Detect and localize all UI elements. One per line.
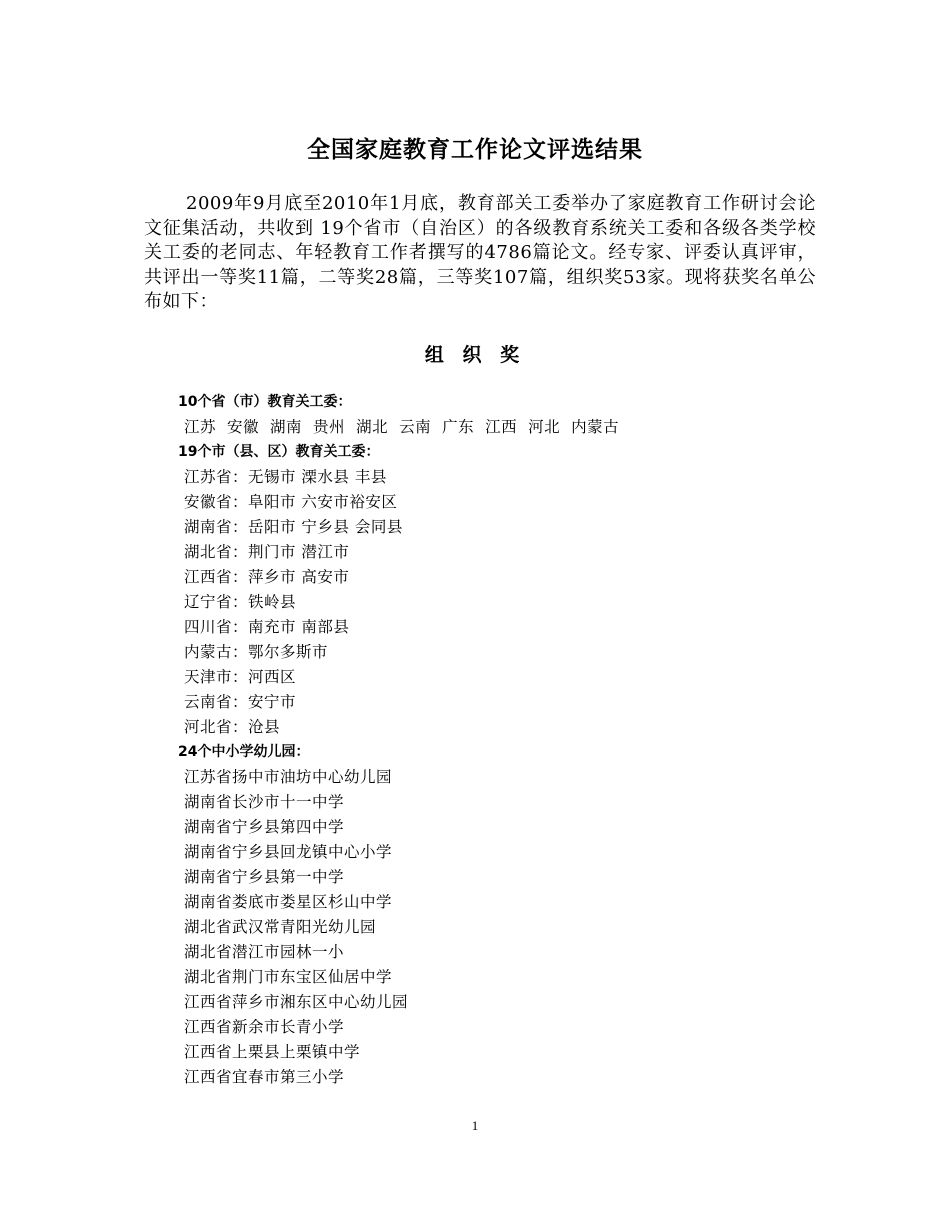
school-group-heading: 24个中小学幼儿园： xyxy=(178,744,310,760)
intro-paragraph: 2009年9月底至2010年1月底，教育部关工委举办了家庭教育工作研讨会论文征集活动，共收到 19个省市（自治区）的各级教育系统关工委和各级各类学校关工委的老同志、年轻教育工作者撰写的4786篇论文。经专家、评委认真评审，共评出一等奖11篇，二等奖28篇，三等奖107篇，组织奖53家。现将获奖名单公布如下： xyxy=(144,193,816,312)
school-list-item: 江苏省扬中市油坊中心幼儿园 xyxy=(184,768,393,786)
province-item: 安徽 xyxy=(227,418,260,436)
school-list-item: 江西省宜春市第三小学 xyxy=(184,1068,345,1086)
section-title-organization-award: 组 织 奖 xyxy=(424,344,526,366)
school-list-item: 湖南省宁乡县回龙镇中心小学 xyxy=(184,843,393,861)
school-list-item: 湖南省宁乡县第一中学 xyxy=(184,868,345,886)
school-list-item: 湖北省武汉常青阳光幼儿园 xyxy=(184,918,377,936)
province-item: 内蒙古 xyxy=(571,418,620,436)
province-item: 云南 xyxy=(399,418,432,436)
city-list-item: 四川省：南充市 南部县 xyxy=(184,618,350,636)
award-list xyxy=(178,390,630,1090)
city-list-item: 安徽省：阜阳市 六安市裕安区 xyxy=(184,493,398,511)
city-list-item: 云南省：安宁市 xyxy=(184,693,297,711)
city-list-item: 江苏省：无锡市 溧水县 丰县 xyxy=(184,468,387,486)
city-list-item: 河北省：沧县 xyxy=(184,718,281,736)
city-list-item: 湖北省：荆门市 潜江市 xyxy=(184,543,350,561)
school-list-item: 江西省新余市长青小学 xyxy=(184,1018,345,1036)
province-item: 江西 xyxy=(485,418,518,436)
province-item: 湖南 xyxy=(270,418,303,436)
province-list xyxy=(178,415,630,440)
school-list-item: 湖南省长沙市十一中学 xyxy=(184,793,345,811)
city-group-heading: 19个市（县、区）教育关工委： xyxy=(178,444,380,460)
city-list-item: 辽宁省：铁岭县 xyxy=(184,593,297,611)
city-list-item: 内蒙古：鄂尔多斯市 xyxy=(184,643,329,661)
province-item: 河北 xyxy=(528,418,561,436)
province-item: 湖北 xyxy=(356,418,389,436)
school-list-item: 湖南省娄底市娄星区杉山中学 xyxy=(184,893,393,911)
school-list-item: 江西省萍乡市湘东区中心幼儿园 xyxy=(184,993,409,1011)
document-title: 全国家庭教育工作论文评选结果 xyxy=(307,137,643,163)
province-item: 广东 xyxy=(442,418,475,436)
city-list-item: 江西省：萍乡市 高安市 xyxy=(184,568,350,586)
school-list-item: 湖南省宁乡县第四中学 xyxy=(184,818,345,836)
school-list-item: 湖北省荆门市东宝区仙居中学 xyxy=(184,968,393,986)
province-item: 江苏 xyxy=(184,418,217,436)
provincial-group-heading: 10个省（市）教育关工委： xyxy=(178,394,352,410)
page-number: 1 xyxy=(471,1118,479,1133)
school-list-item: 江西省上栗县上栗镇中学 xyxy=(184,1043,361,1061)
city-list-item: 天津市：河西区 xyxy=(184,668,297,686)
school-list-item: 湖北省潜江市园林一小 xyxy=(184,943,345,961)
province-item: 贵州 xyxy=(313,418,346,436)
city-list-item: 湖南省：岳阳市 宁乡县 会同县 xyxy=(184,518,403,536)
